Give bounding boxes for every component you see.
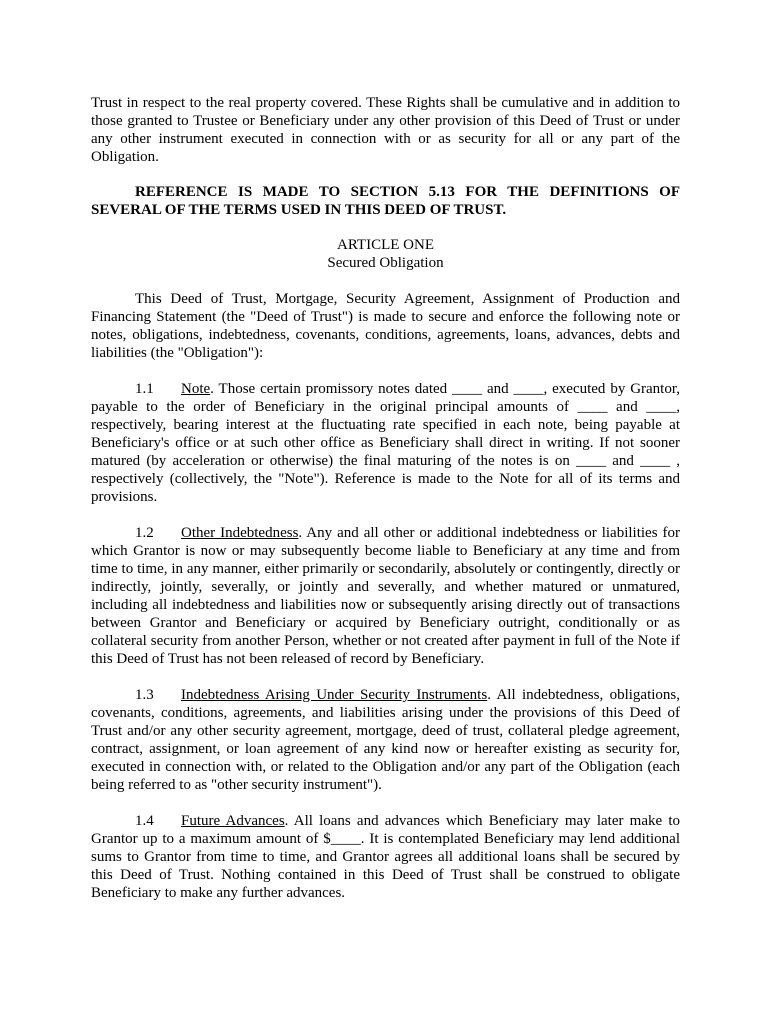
article-number: ARTICLE ONE <box>336 237 434 253</box>
section-number: 1.2 <box>135 525 154 541</box>
section-1-2 <box>91 524 680 668</box>
section-1-1 <box>91 380 680 506</box>
section-number: 1.3 <box>135 687 154 703</box>
section-heading: Other Indebtedness <box>181 525 299 541</box>
section-text: . All loans and advances which Beneficiary may later make to Grantor up to a maximum amount of $____. It is contemplated Beneficiary may lend additional sums to Grantor from time to time, and Grantor agrees all additional loans shall be secured by this Deed of Trust. Nothing contained in this Deed of Trust shall be construed to obligate Beneficiary to make any further advances. <box>91 813 680 901</box>
article-title: Secured Obligation <box>327 255 444 271</box>
section-1-4 <box>91 812 680 902</box>
section-heading: Note <box>181 381 211 397</box>
section-heading: Indebtedness Arising Under Security Instruments <box>181 687 488 703</box>
intro-paragraph: Trust in respect to the real property covered. These Rights shall be cumulative and in addition to those granted to Trustee or Beneficiary under any other provision of this Deed of Trust or under any other instrument executed in connection with or as security for all or any part of the Obligation. <box>91 95 680 165</box>
section-text: . Those certain promissory notes dated ____ and ____, executed by Grantor, payable to the order of Beneficiary in the original principal amounts of ____ and ____, respectively, bearing interest at the fluctuating rate specified in each note, being payable at Beneficiary's office or at such other office as Beneficiary shall direct in writing. If not sooner matured (by acceleration or otherwise) the final maturing of the notes is on ____ and ____ , respectively (collectively, the "Note"). Reference is made to the Note for all of its terms and provisions. <box>91 381 680 505</box>
section-number: 1.1 <box>135 381 154 397</box>
section-text: . Any and all other or additional indebtedness or liabilities for which Grantor is now or may subsequently become liable to Beneficiary at any time and from time to time, in any manner, either primarily or secondarily, absolutely or contingently, directly or indirectly, jointly, severally, or jointly and severally, and whether matured or unmatured, including all indebtedness and liabilities now or subsequently arising directly out of transactions between Grantor and Beneficiary or acquired by Beneficiary outright, conditionally or as collateral security from another Person, whether or not created after payment in full of the Note if this Deed of Trust has not been released of record by Beneficiary. <box>91 525 680 667</box>
section-number: 1.4 <box>135 813 154 829</box>
section-1-3 <box>91 686 680 794</box>
section-heading: Future Advances <box>181 813 285 829</box>
section-text: . All indebtedness, obligations, covenants, conditions, agreements, and liabilities arising under the provisions of this Deed of Trust and/or any other security agreement, mortgage, deed of trust, collateral pledge agreement, contract, assignment, or loan agreement of any kind now or hereafter existing as security for, executed in connection with, or related to the Obligation and/or any part of the Obligation (each being referred to as "other security instrument"). <box>91 687 680 793</box>
preamble-paragraph: This Deed of Trust, Mortgage, Security Agreement, Assignment of Production and Financing Statement (the "Deed of Trust") is made to secure and enforce the following note or notes, obligations, indebtedness, covenants, conditions, agreements, loans, advances, debts and liabilities (the "Obligation"): <box>91 291 680 361</box>
reference-notice: REFERENCE IS MADE TO SECTION 5.13 FOR THE DEFINITIONS OF SEVERAL OF THE TERMS USED IN THIS DEED OF TRUST. <box>91 184 680 218</box>
